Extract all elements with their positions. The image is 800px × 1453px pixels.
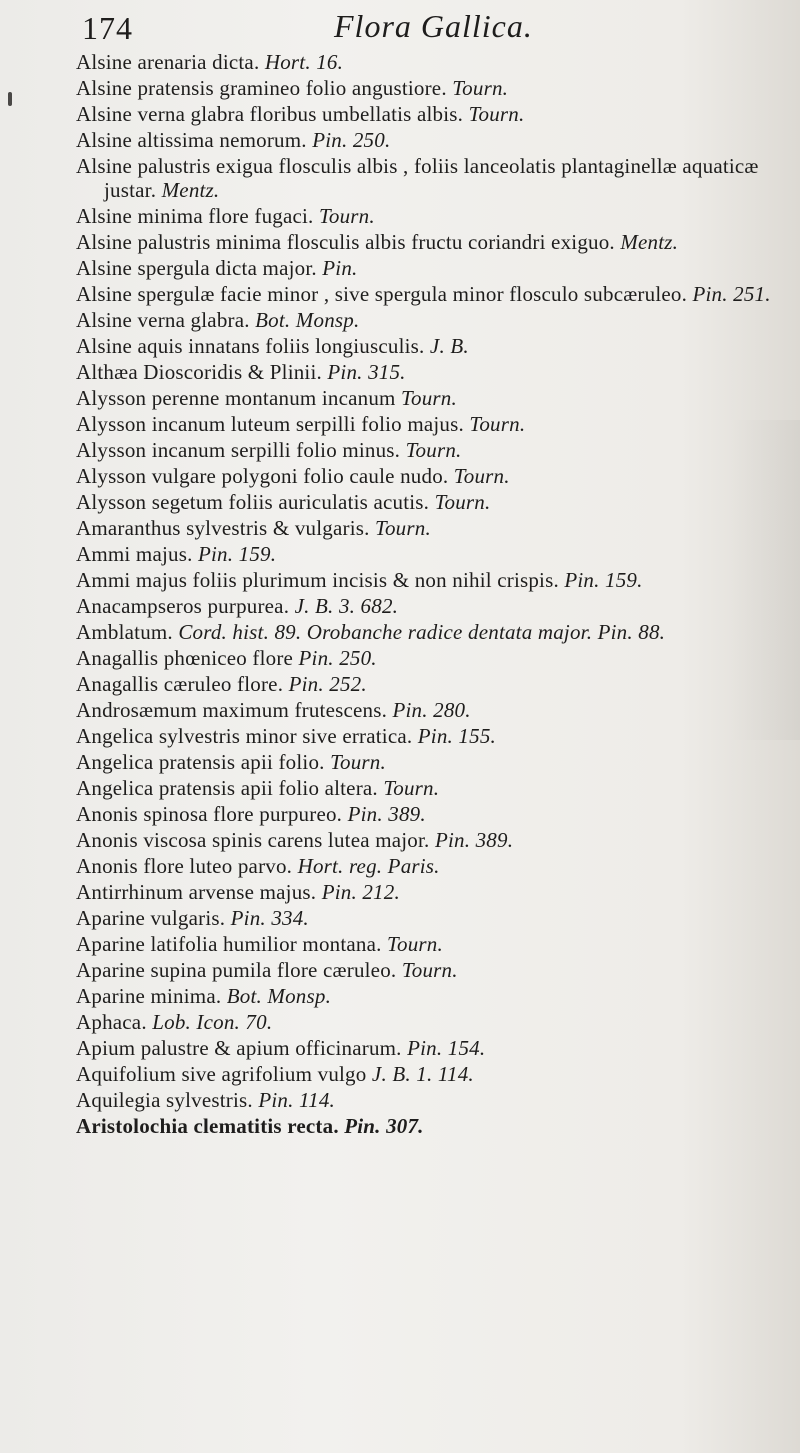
plant-entry [76, 932, 776, 956]
plant-name: Angelica pratensis apii folio. [76, 750, 325, 774]
source-reference: Tourn. [330, 750, 386, 774]
source-reference: Pin. 155. [417, 724, 496, 748]
source-reference: Pin. 307. [344, 1114, 424, 1138]
plant-name: Alysson incanum serpilli folio minus. [76, 438, 401, 462]
plant-name: Angelica pratensis apii folio altera. [76, 776, 378, 800]
plant-name: Amblatum. [76, 620, 173, 644]
plant-entry [76, 1036, 776, 1060]
source-reference: Pin. 250. [298, 646, 377, 670]
plant-name: Aphaca. [76, 1010, 147, 1034]
plant-entry [76, 776, 776, 800]
plant-name: Aparine minima. [76, 984, 222, 1008]
page-number: 174 [82, 10, 133, 46]
source-reference: Tourn. [468, 102, 525, 126]
source-reference: Tourn. [401, 958, 458, 982]
source-reference: Pin. 252. [288, 672, 367, 696]
plant-entry [76, 646, 776, 670]
plant-name: Anagallis cæruleo flore. [76, 672, 284, 696]
plant-entry [76, 958, 776, 982]
plant-name: Aristolochia clematitis recta. [76, 1114, 339, 1138]
plant-name: Alsine arenaria dicta. [76, 50, 260, 74]
plant-name: Ammi majus. [76, 542, 193, 566]
plant-entry [76, 386, 776, 410]
source-reference: Hort. 16. [264, 50, 344, 74]
plant-name: Althæa Dioscoridis & Plinii. [76, 360, 322, 384]
plant-entry [76, 672, 776, 696]
page-header [82, 4, 772, 44]
source-reference: Pin. 154. [407, 1036, 486, 1060]
plant-entry [76, 102, 776, 126]
plant-name: Aparine vulgaris. [76, 906, 226, 930]
source-reference: Pin. 114. [258, 1088, 335, 1112]
plant-entry [76, 230, 776, 254]
plant-entry [76, 984, 776, 1008]
plant-name: Amaranthus sylvestris & vulgaris. [76, 516, 370, 540]
plant-entry [76, 412, 776, 436]
plant-name: Ammi majus foliis plurimum incisis & non nihil crispis. [76, 568, 559, 592]
source-reference: Pin. 334. [230, 906, 309, 930]
plant-entry-list [76, 50, 776, 1140]
plant-entry [76, 724, 776, 748]
plant-name: Alsine verna glabra. [76, 308, 250, 332]
plant-entry [76, 360, 776, 384]
source-reference: Bot. Monsp. [226, 984, 332, 1008]
plant-entry [76, 282, 776, 306]
plant-name: Alsine spergula dicta major. [76, 256, 317, 280]
source-reference: Lob. Icon. 70. [152, 1010, 273, 1034]
plant-entry [76, 516, 776, 540]
plant-entry [76, 438, 776, 462]
source-reference: Tourn. [434, 490, 491, 514]
plant-entry [76, 1114, 776, 1138]
source-reference: Pin. 159. [564, 568, 643, 592]
plant-name: Anonis spinosa flore purpureo. [76, 802, 343, 826]
source-reference: J. B. 1. 114. [371, 1062, 474, 1086]
plant-name: Alsine altissima nemorum. [76, 128, 307, 152]
plant-name: Anacampseros purpurea. [76, 594, 290, 618]
source-reference: Pin. 250. [312, 128, 391, 152]
plant-entry [76, 154, 776, 202]
plant-name: Anonis flore luteo parvo. [76, 854, 293, 878]
source-reference: Tourn. [401, 386, 457, 410]
plant-entry [76, 128, 776, 152]
source-reference: Tourn. [318, 204, 375, 228]
plant-entry [76, 50, 776, 74]
plant-entry [76, 880, 776, 904]
plant-name: Aquilegia sylvestris. [76, 1088, 253, 1112]
plant-entry [76, 308, 776, 332]
plant-entry [76, 76, 776, 100]
plant-name: Alsine pratensis gramineo folio angustiore. [76, 76, 447, 100]
plant-entry [76, 568, 776, 592]
plant-name: Alsine palustris exigua flosculis albis , foliis lanceolatis plantaginellæ aquaticæ justar. [76, 154, 759, 202]
source-reference: Pin. 251. [692, 282, 771, 306]
plant-entry [76, 620, 776, 644]
source-reference: Tourn. [405, 438, 462, 462]
plant-entry [76, 594, 776, 618]
plant-entry [76, 204, 776, 228]
plant-name: Anonis viscosa spinis carens lutea major. [76, 828, 430, 852]
plant-entry [76, 1010, 776, 1034]
plant-name: Alsine palustris minima flosculis albis fructu coriandri exiguo. [76, 230, 615, 254]
plant-name: Aquifolium sive agrifolium vulgo [76, 1062, 367, 1086]
plant-name: Alsine verna glabra floribus umbellatis albis. [76, 102, 464, 126]
source-reference: Hort. reg. Paris. [297, 854, 440, 878]
source-reference: Pin. 389. [347, 802, 426, 826]
plant-entry [76, 256, 776, 280]
source-reference: Pin. 280. [392, 698, 471, 722]
plant-name: Alysson vulgare polygoni folio caule nudo. [76, 464, 449, 488]
source-reference: Tourn. [469, 412, 526, 436]
source-reference: Tourn. [453, 464, 510, 488]
source-reference: Mentz. [161, 178, 220, 202]
source-reference: Pin. 389. [434, 828, 514, 852]
source-reference: Mentz. [620, 230, 679, 254]
source-reference: Tourn. [375, 516, 431, 540]
plant-entry [76, 334, 776, 358]
plant-name: Alsine minima flore fugaci. [76, 204, 314, 228]
source-reference: Bot. Monsp. [255, 308, 360, 332]
plant-name: Angelica sylvestris minor sive erratica. [76, 724, 413, 748]
plant-entry [76, 1062, 776, 1086]
source-reference: Pin. 159. [197, 542, 277, 566]
plant-name: Alysson perenne montanum incanum [76, 386, 396, 410]
plant-entry [76, 828, 776, 852]
source-reference: Cord. hist. 89. Orobanche radice dentata major. Pin. 88. [178, 620, 666, 644]
plant-name: Alsine spergulæ facie minor , sive spergula minor flosculo subcæruleo. [76, 282, 688, 306]
plant-name: Aparine latifolia humilior montana. [76, 932, 382, 956]
source-reference: Pin. [322, 256, 358, 280]
source-reference: J. B. 3. 682. [294, 594, 399, 618]
plant-entry [76, 490, 776, 514]
plant-entry [76, 1088, 776, 1112]
plant-name: Alysson incanum luteum serpilli folio majus. [76, 412, 464, 436]
source-reference: Tourn. [452, 76, 509, 100]
plant-entry [76, 464, 776, 488]
source-reference: Tourn. [383, 776, 440, 800]
plant-name: Alysson segetum foliis auriculatis acutis. [76, 490, 430, 514]
running-title: Flora Gallica. [334, 8, 533, 44]
plant-name: Aparine supina pumila flore cæruleo. [76, 958, 397, 982]
plant-name: Androsæmum maximum frutescens. [76, 698, 388, 722]
source-reference: Pin. 315. [327, 360, 406, 384]
source-reference: Tourn. [387, 932, 443, 956]
plant-name: Antirrhinum arvense majus. [76, 880, 317, 904]
plant-entry [76, 906, 776, 930]
source-reference: Pin. 212. [321, 880, 400, 904]
plant-entry [76, 750, 776, 774]
plant-name: Anagallis phœniceo flore [76, 646, 294, 670]
plant-entry [76, 854, 776, 878]
ink-speck [8, 92, 12, 106]
plant-entry [76, 802, 776, 826]
plant-entry [76, 698, 776, 722]
plant-name: Alsine aquis innatans foliis longiusculis. [76, 334, 425, 358]
plant-entry [76, 542, 776, 566]
source-reference: J. B. [429, 334, 469, 358]
plant-name: Apium palustre & apium officinarum. [76, 1036, 402, 1060]
